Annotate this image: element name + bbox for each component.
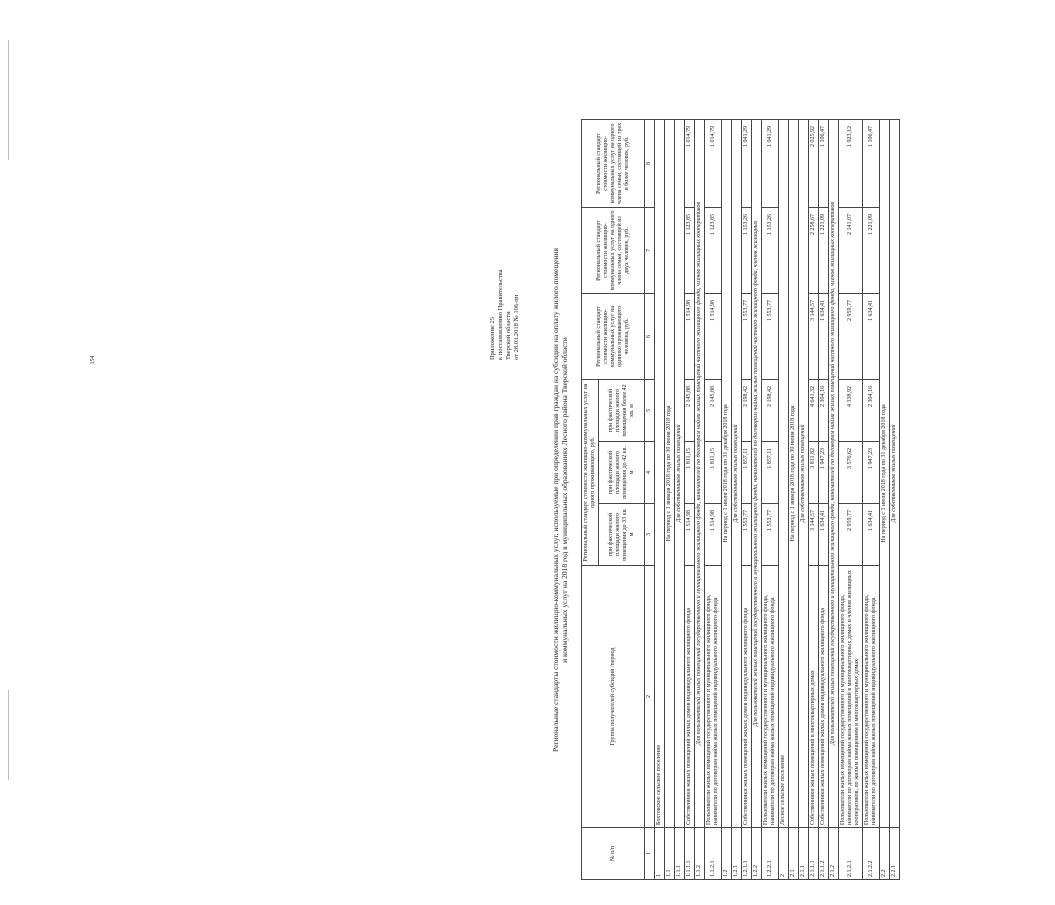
cell-value: 1 634,41 <box>863 293 880 379</box>
period-row <box>665 119 675 879</box>
row-num: 1.2 <box>722 828 732 880</box>
cell-value: 3 144,57 <box>809 504 819 566</box>
row-text: На период с 1 июля 2018 года по 31 декабря 2018 года <box>722 119 732 827</box>
row-num: 1.1.1 <box>675 828 685 880</box>
cell-value: 1 514,98 <box>685 504 695 566</box>
header-num: № п/п <box>582 828 645 880</box>
cell-value: 1 947,23 <box>819 442 829 504</box>
cell-value: 3 144,57 <box>809 293 819 379</box>
row-text: Пользователи жилых помещений государственного и муниципального жилищного фонда, наниматели по договорам найма жилых помещений индивидуального жилищного фонда <box>705 566 722 828</box>
heading-line: Региональные стандарты стоимости жилищно-коммунальных услуг, используемые при определении прав граждан на субсидии на оплату жилого помещения <box>551 248 560 752</box>
table-row <box>705 119 722 879</box>
cell-value: 1 923,12 <box>839 119 863 207</box>
col-number: 1 <box>645 828 655 880</box>
table-row <box>839 119 863 879</box>
row-num: 1.1 <box>665 828 675 880</box>
row-num: 1.1.1.1 <box>685 828 695 880</box>
cell-value: 1 857,11 <box>762 442 779 504</box>
rotated-page <box>485 120 1055 880</box>
row-text: Для собственников жилых помещений <box>732 119 742 827</box>
row-text: Пользователи жилых помещений государственного и муниципального жилищного фонда, наниматели по договорам найма жилых помещений индивидуального жилищного фонда <box>762 566 779 828</box>
cell-value: 2 025,92 <box>809 119 819 207</box>
cell-value: 1 041,29 <box>762 119 779 207</box>
row-text: Пользователи жилых помещений государственного и муниципального жилищного фонда, наниматели по договорам найма жилых помещений индивидуального жилищного фонда <box>863 566 880 828</box>
cell-value: 4 338,92 <box>839 379 863 441</box>
appendix-line: от 28.03.2018 № 106-пп <box>513 294 520 360</box>
col-number: 2 <box>645 566 655 828</box>
cell-value: 1 514,98 <box>705 293 722 379</box>
period-row <box>880 119 890 879</box>
row-text: Для пользователей жилых помещений государственного и муниципального жилищного фонда, нанимателей по договорам найма жилых помещений частного жилищного фонда, членов жилищных кооперативов <box>829 119 839 827</box>
row-num: 2.1.1 <box>799 828 809 880</box>
row-num: 2.1.2.1 <box>839 828 863 880</box>
section-row <box>732 119 742 879</box>
row-text: Собственники жилых помещений жилых домов индивидуального жилищного фонда <box>685 566 695 828</box>
row-text: Пользователи жилых помещений государственного и муниципального жилищного фонда, наниматели по договорам найма жилых помещений в многоквартирных домах и членов жилищных кооперативов, по жилым помещениям в многоквартирных домах <box>839 566 863 828</box>
cell-value: 1 811,15 <box>705 442 722 504</box>
appendix-line: Приложение 25 <box>489 316 496 360</box>
row-num: 1.1.2 <box>695 828 705 880</box>
table-row <box>742 119 752 879</box>
cell-value: 1 857,11 <box>742 442 752 504</box>
cell-value: 1 634,41 <box>819 504 829 566</box>
section-row <box>799 119 809 879</box>
cell-value: 1 221,09 <box>819 207 829 293</box>
cell-value: 2 959,77 <box>839 293 863 379</box>
row-num: 1 <box>655 828 665 880</box>
cell-value: 1 514,98 <box>705 504 722 566</box>
cell-value: 1 014,79 <box>685 119 695 207</box>
appendix-line: Тверской области <box>505 311 512 360</box>
header-sub2: при фактической площади жилого помещения до 42 кв. м <box>599 442 645 504</box>
row-num: 1.2.1 <box>732 828 742 880</box>
cell-value: 3 576,62 <box>839 442 863 504</box>
standards-table <box>581 119 900 880</box>
cell-value: 1 947,23 <box>863 442 880 504</box>
row-num: 2 <box>779 828 789 880</box>
appendix-line: к постановлению Правительства <box>497 269 504 360</box>
cell-value: 1 153,26 <box>762 207 779 293</box>
header-col6: Региональный стандарт стоимости жилищно-коммунальных услуг на одиноко проживающего человека, руб. <box>582 293 645 379</box>
cell-value: 1 514,98 <box>685 293 695 379</box>
cell-value: 1 123,85 <box>705 207 722 293</box>
header-std-reg: Региональный стандарт стоимости жилищно-коммунальных услуг на одного проживающего, руб. <box>582 379 599 565</box>
cell-value: 2 145,88 <box>685 379 695 441</box>
cell-value: 2 304,16 <box>863 379 880 441</box>
cell-value: 1 634,41 <box>863 504 880 566</box>
section-row <box>695 119 705 879</box>
col-number: 6 <box>645 293 655 379</box>
row-text: Для пользователей жилых помещений государственного и муниципального жилищного фонда, нанимателей по договорам найма жилых помещений частного жилищного фонда, членов жилищных кооперативов <box>695 119 705 827</box>
table-row <box>685 119 695 879</box>
scan-artifact <box>8 40 9 160</box>
row-num: 1.1.2.1 <box>705 828 722 880</box>
table-row <box>819 119 829 879</box>
cell-value: 1 811,15 <box>685 442 695 504</box>
section-row <box>752 119 762 879</box>
scan-artifact <box>8 690 9 780</box>
cell-value: 1 553,77 <box>762 293 779 379</box>
row-text: Собственники жилых помещений жилых домов индивидуального жилищного фонда <box>742 566 752 828</box>
period-row <box>722 119 732 879</box>
cell-value: 1 221,09 <box>863 207 880 293</box>
row-text: Для пользователей жилых помещений государственного и муниципального жилищного фонда, нанимателей по договорам найма жилых помещений частного жилищного фонда, членов жилищных <box>752 119 762 827</box>
cell-value: 3 811,82 <box>809 442 819 504</box>
row-text: Для собственников жилых помещений <box>675 119 685 827</box>
section-row <box>675 119 685 879</box>
row-num: 1.2.2.1 <box>762 828 779 880</box>
col-number: 4 <box>645 442 655 504</box>
table-row <box>809 119 819 879</box>
row-text: На период с 1 января 2018 года по 30 июня 2018 года <box>665 119 675 827</box>
cell-value: 2 959,77 <box>839 504 863 566</box>
row-num: 1.2.1.1 <box>742 828 752 880</box>
cell-value: 1 106,47 <box>819 119 829 207</box>
cell-value: 1 553,77 <box>762 504 779 566</box>
col-number: 5 <box>645 379 655 441</box>
row-num: 2.1.1.2 <box>819 828 829 880</box>
row-text: Собственники жилых помещений жилых домов индивидуального жилищного фонда <box>819 566 829 828</box>
row-text: Бохтовское сельское поселение <box>655 119 665 827</box>
cell-value: 1 106,47 <box>863 119 880 207</box>
row-num: 1.2.2 <box>752 828 762 880</box>
row-num: 2.1 <box>789 828 799 880</box>
cell-value: 1 014,79 <box>705 119 722 207</box>
cell-value: 2 145,88 <box>705 379 722 441</box>
row-num: 2.2 <box>880 828 890 880</box>
column-number-row <box>645 119 655 879</box>
col-number: 7 <box>645 207 655 293</box>
header-col8: Региональный стандарт стоимости жилищно-коммунальных услуг на одного члена семьи, состоящей из трех и более человек, руб. <box>582 119 645 207</box>
col-number: 8 <box>645 119 655 207</box>
header-row <box>582 119 599 879</box>
cell-value: 2 198,42 <box>742 379 752 441</box>
row-num: 2.1.1.1 <box>809 828 819 880</box>
table-row <box>863 119 880 879</box>
settlement-row <box>779 119 789 879</box>
row-num: 2.1.2 <box>829 828 839 880</box>
row-num: 2.2.1 <box>890 828 900 880</box>
cell-value: 2 198,42 <box>762 379 779 441</box>
cell-value: 2 141,07 <box>839 207 863 293</box>
col-number: 3 <box>645 504 655 566</box>
table-row <box>762 119 779 879</box>
header-group: Группа получателей субсидий /период <box>582 566 645 828</box>
cell-value: 1 553,77 <box>742 293 752 379</box>
header-sub1: при фактической площади жилого помещения до 33 кв. м <box>599 504 645 566</box>
cell-value: 2 258,67 <box>809 207 819 293</box>
period-row <box>789 119 799 879</box>
section-row <box>829 119 839 879</box>
settlement-row <box>655 119 665 879</box>
header-col7: Региональный стандарт стоимости жилищно-коммунальных услуг на одного члена семьи, состоящей из двух человек, руб. <box>582 207 645 293</box>
row-text: На период с 1 января 2018 года по 30 июня 2018 года <box>789 119 799 827</box>
row-text: Собственники жилых помещений в многоквартирных домах <box>809 566 819 828</box>
row-text: Для собственников жилых помещений <box>799 119 809 827</box>
section-row <box>890 119 900 879</box>
cell-value: 1 553,77 <box>742 504 752 566</box>
cell-value: 1 041,29 <box>742 119 752 207</box>
page-number: 154 <box>90 355 96 365</box>
row-num: 2.1.2.2 <box>863 828 880 880</box>
document-heading <box>551 120 569 880</box>
cell-value: 4 641,32 <box>809 379 819 441</box>
row-text: Лесное сельское поселение <box>779 119 789 827</box>
cell-value: 2 304,16 <box>819 379 829 441</box>
cell-value: 1 153,26 <box>742 207 752 293</box>
cell-value: 1 123,85 <box>685 207 695 293</box>
cell-value: 1 634,41 <box>819 293 829 379</box>
header-sub3: при фактической площади жилого помещения более 42 кв. м <box>599 379 645 441</box>
row-text: На период с 1 июля 2018 года по 31 декабря 2018 года <box>880 119 890 827</box>
appendix-block <box>489 269 521 360</box>
row-text: Для собственников жилых помещений <box>890 119 900 827</box>
heading-line: и коммунальных услуг на 2018 год в муниципальных образованиях Лесного района Тверской области <box>560 337 569 663</box>
